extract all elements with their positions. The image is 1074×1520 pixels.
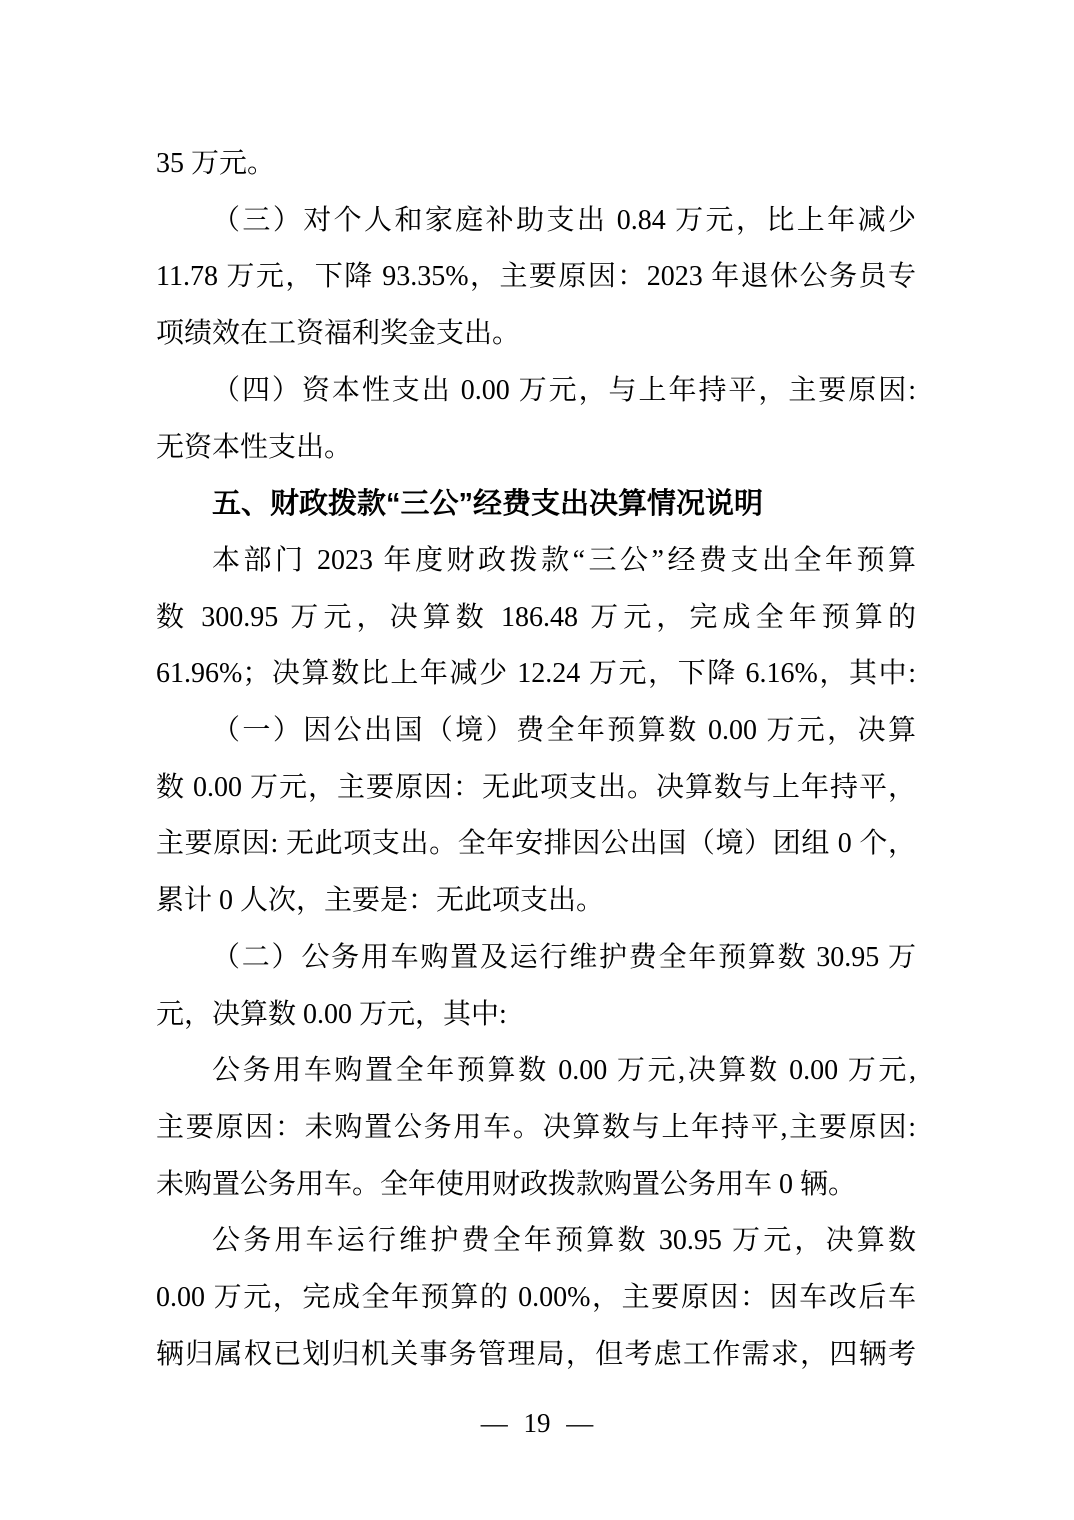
page-number: — 19 — [480, 1408, 594, 1438]
text-line: （三）对个人和家庭补助支出 0.84 万元，比上年减少 [212, 204, 916, 236]
text-line: 数 300.95 万元，决算数 186.48 万元，完成全年预算的 [156, 601, 916, 633]
text-line: （一）因公出国（境）费全年预算数 0.00 万元，决算 [212, 715, 916, 747]
text-line: 0.00 万元，完成全年预算的 0.00%，主要原因：因车改后车 [156, 1282, 916, 1314]
text-line: （四）资本性支出 0.00 万元，与上年持平，主要原因: [212, 374, 916, 406]
text-line: 主要原因：未购置公务用车。决算数与上年持平,主要原因: [156, 1111, 916, 1143]
section-heading: 五、财政拨款“三公”经费支出决算情况说明 [212, 488, 764, 521]
text-line: 无资本性支出。 [156, 431, 353, 463]
text-line: （二）公务用车购置及运行维护费全年预算数 30.95 万 [212, 941, 916, 973]
page-footer [0, 1408, 1074, 1439]
text-line: 35 万元。 [156, 148, 276, 179]
text-line: 未购置公务用车。全年使用财政拨款购置公务用车 0 辆。 [156, 1168, 857, 1200]
text-line: 主要原因: 无此项支出。全年安排因公出国（境）团组 0 个， [156, 828, 916, 860]
text-line: 项绩效在工资福利奖金支出。 [156, 318, 521, 350]
text-line: 数 0.00 万元，主要原因：无此项支出。决算数与上年持平， [156, 771, 916, 803]
document-body [156, 136, 916, 1383]
text-line: 61.96%；决算数比上年减少 12.24 万元，下降 6.16%，其中: [156, 658, 916, 690]
text-line: 本部门 2023 年度财政拨款“三公”经费支出全年预算 [212, 544, 916, 576]
text-line: 公务用车运行维护费全年预算数 30.95 万元，决算数 [212, 1225, 916, 1257]
text-line: 累计 0 人次，主要是：无此项支出。 [156, 885, 605, 917]
text-line: 元，决算数 0.00 万元，其中: [156, 998, 507, 1030]
text-line: 辆归属权已划归机关事务管理局，但考虑工作需求，四辆考 [156, 1338, 916, 1370]
text-line: 11.78 万元，下降 93.35%，主要原因：2023 年退休公务员专 [156, 261, 916, 293]
text-line: 公务用车购置全年预算数 0.00 万元,决算数 0.00 万元, [212, 1055, 916, 1087]
